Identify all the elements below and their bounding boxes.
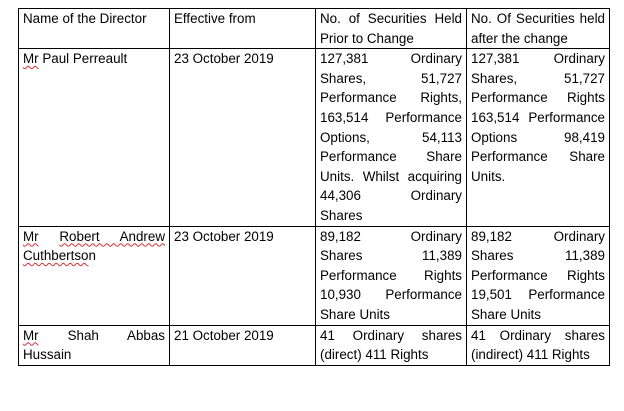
director-name-cell <box>19 226 170 325</box>
header-effective-from: Effective from <box>170 9 316 49</box>
prior-securities-cell: 89,182 Ordinary Shares 11,389 Performance Rights 10,930 Performance Share Units <box>316 226 467 325</box>
director-securities-table <box>18 8 610 366</box>
after-securities-cell: 89,182 Ordinary Shares 11,389 Performance Rights 19,501 Performance Share Units <box>467 226 610 325</box>
table-row <box>19 226 610 325</box>
after-securities-cell: 127,381 Ordinary Shares, 51,727 Performance Rights 163,514 Performance Options 98,419 Performance Share Units. <box>467 49 610 226</box>
header-row <box>19 9 610 49</box>
header-securities-after: No. Of Securities held after the change <box>467 9 610 49</box>
name-suffix: n <box>88 248 96 264</box>
name-prefix: Mr <box>23 51 39 67</box>
director-name-cell <box>19 49 170 226</box>
prior-securities-cell: 127,381 Ordinary Shares, 51,727 Performance Rights, 163,514 Performance Options, 54,113 Performance Share Units. Whilst acquiring 44,306 Ordinary Shares <box>316 49 467 226</box>
header-securities-prior: No. of Securities Held Prior to Change <box>316 9 467 49</box>
name-prefix: Mr <box>23 228 39 244</box>
table-row <box>19 49 610 226</box>
name-prefix: Mr <box>23 327 39 343</box>
effective-date-cell: 23 October 2019 <box>170 49 316 226</box>
name-main: Robert Andrew Cuthbertso <box>23 228 165 264</box>
after-securities-cell: 41 Ordinary shares (indirect) 411 Rights <box>467 325 610 365</box>
header-director: Name of the Director <box>19 9 170 49</box>
prior-securities-cell: 41 Ordinary shares (direct) 411 Rights <box>316 325 467 365</box>
effective-date-cell: 21 October 2019 <box>170 325 316 365</box>
name-main: Shah Abbas Hussain <box>23 327 165 363</box>
name-main: Paul Perreault <box>42 51 128 67</box>
effective-date-cell: 23 October 2019 <box>170 226 316 325</box>
director-name-cell <box>19 325 170 365</box>
table-row <box>19 325 610 365</box>
